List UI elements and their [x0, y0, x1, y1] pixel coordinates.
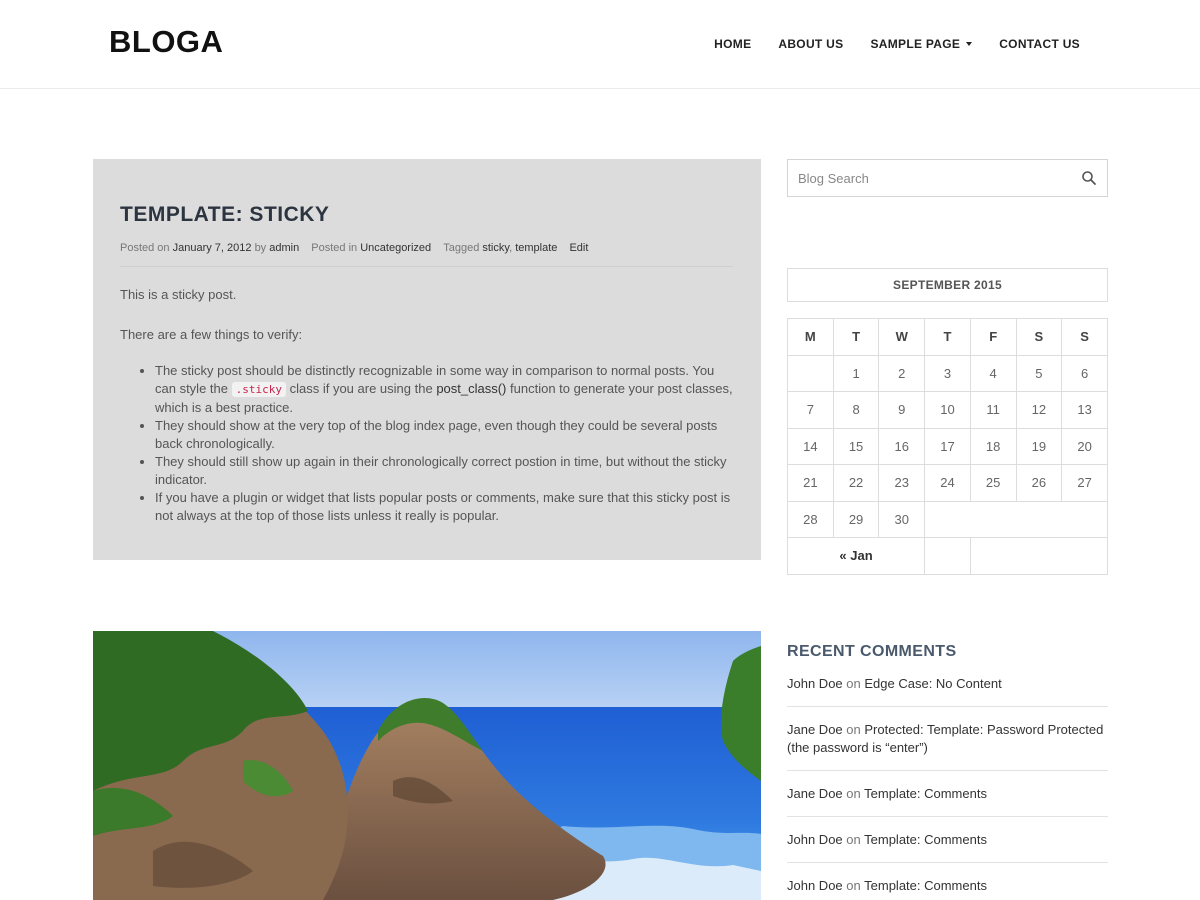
weekday-header: S	[1062, 319, 1108, 356]
post-author-link[interactable]: admin	[269, 242, 300, 254]
nav-about-us[interactable]	[778, 37, 843, 51]
calendar-day: 20	[1062, 428, 1108, 465]
calendar-week-row	[788, 428, 1108, 465]
post-date-link[interactable]: January 7, 2012	[172, 242, 252, 254]
list-item: • They should still show up again in their chronologically correct postion in time, but without the sticky indicator.	[155, 453, 733, 489]
recent-comments-widget	[787, 643, 1108, 900]
nav-contact-us-label: CONTACT US	[999, 37, 1080, 51]
calendar-day-empty	[925, 501, 1108, 538]
calendar-day: 21	[788, 465, 834, 502]
site-header	[0, 0, 1200, 89]
posted-on-label: Posted on	[120, 242, 170, 254]
search-form	[787, 159, 1108, 197]
nav-about-us-label: ABOUT US	[778, 37, 844, 51]
tag-sticky-link[interactable]: sticky	[482, 242, 510, 254]
calendar-day: 24	[925, 465, 971, 502]
search-input[interactable]	[788, 160, 1068, 196]
weekday-header: T	[833, 319, 879, 356]
bullet-text: function to generate your post classes, which is a best practice.	[155, 381, 733, 415]
post-paragraph: There are a few things to verify:	[120, 327, 303, 342]
calendar-day: 9	[879, 392, 925, 429]
nav-sample-page[interactable]	[870, 37, 972, 51]
by-label: by	[254, 242, 267, 254]
comment-post-link[interactable]: Template: Comments	[864, 786, 987, 801]
calendar-prev-link[interactable]: « Jan	[788, 538, 925, 575]
calendar-day: 22	[833, 465, 879, 502]
tag-separator: ,	[509, 242, 513, 254]
calendar-day: 19	[1016, 428, 1062, 465]
calendar-day: 8	[833, 392, 879, 429]
weekday-header: S	[1016, 319, 1062, 356]
weekday-header: T	[925, 319, 971, 356]
calendar-pad	[925, 538, 971, 575]
list-item	[787, 877, 1108, 900]
list-item	[787, 785, 1108, 817]
post-bullet-list	[155, 362, 733, 525]
calendar-day: 4	[970, 355, 1016, 392]
comment-post-link[interactable]: Edge Case: No Content	[864, 676, 1002, 691]
post-meta	[120, 242, 733, 267]
site-title[interactable]: BLOGA	[109, 24, 224, 59]
post-edit-link[interactable]: Edit	[569, 242, 589, 254]
comment-author-link[interactable]: John Doe	[787, 832, 843, 847]
weekday-header: M	[788, 319, 834, 356]
calendar-table	[787, 318, 1108, 575]
list-item: • If you have a plugin or widget that lists popular posts or comments, make sure that this sticky post is not always at the top of those lists unless it really is popular.	[155, 489, 733, 525]
weekday-header: F	[970, 319, 1016, 356]
calendar-week-row	[788, 355, 1108, 392]
list-item: • They should show at the very top of the blog index page, even though they could be several posts back chronologically.	[155, 417, 733, 453]
nav-sample-page-label: SAMPLE PAGE	[870, 37, 961, 51]
list-item	[155, 362, 733, 417]
calendar-next-empty	[970, 538, 1107, 575]
calendar-day: 28	[788, 501, 834, 538]
calendar-week-row	[788, 465, 1108, 502]
inline-code: .sticky	[232, 382, 286, 397]
recent-comments-title: RECENT COMMENTS	[787, 643, 957, 660]
sticky-post	[93, 159, 761, 560]
calendar-day: 23	[879, 465, 925, 502]
calendar-day: 5	[1016, 355, 1062, 392]
on-label: on	[846, 832, 861, 847]
list-item	[787, 831, 1108, 863]
chevron-down-icon	[966, 42, 972, 46]
calendar-day: 1	[833, 355, 879, 392]
on-label: on	[846, 786, 861, 801]
calendar-day: 26	[1016, 465, 1062, 502]
bullet-text: class if you are using the	[289, 381, 433, 396]
calendar-day: 10	[925, 392, 971, 429]
coastal-rocks-image	[93, 631, 761, 900]
on-label: on	[846, 676, 861, 691]
nav-home-label: HOME	[714, 37, 752, 51]
calendar-day: 3	[925, 355, 971, 392]
comment-author-link[interactable]: John Doe	[787, 878, 843, 893]
calendar-day: 29	[833, 501, 879, 538]
posted-in-label: Posted in	[311, 242, 358, 254]
calendar-day: 7	[788, 392, 834, 429]
calendar-day: 2	[879, 355, 925, 392]
calendar-day: 18	[970, 428, 1016, 465]
comment-post-link[interactable]: Template: Comments	[864, 878, 987, 893]
list-item	[787, 721, 1108, 771]
comment-author-link[interactable]: John Doe	[787, 676, 843, 691]
calendar-week-row	[788, 501, 1108, 538]
post-title[interactable]: TEMPLATE: STICKY	[120, 203, 330, 226]
weekday-header: W	[879, 319, 925, 356]
search-icon[interactable]	[1081, 170, 1097, 186]
calendar-day: 25	[970, 465, 1016, 502]
nav-home[interactable]	[714, 37, 751, 51]
calendar-nav-row	[788, 538, 1108, 575]
calendar-day: 15	[833, 428, 879, 465]
calendar-week-row	[788, 392, 1108, 429]
calendar-day: 30	[879, 501, 925, 538]
post-category-link[interactable]: Uncategorized	[360, 242, 432, 254]
list-item	[787, 675, 1108, 707]
calendar-day: 17	[925, 428, 971, 465]
calendar-day-empty	[788, 355, 834, 392]
on-label: on	[846, 878, 861, 893]
calendar-weekday-row	[788, 319, 1108, 356]
calendar-day: 6	[1062, 355, 1108, 392]
calendar-day: 13	[1062, 392, 1108, 429]
calendar-day: 12	[1016, 392, 1062, 429]
calendar-day: 11	[970, 392, 1016, 429]
calendar-day: 27	[1062, 465, 1108, 502]
post-paragraph: This is a sticky post.	[120, 287, 237, 302]
tag-template-link[interactable]: template	[515, 242, 558, 254]
tagged-label: Tagged	[443, 242, 480, 254]
function-name: post_class()	[436, 381, 507, 396]
comment-author-link[interactable]: Jane Doe	[787, 722, 843, 737]
post-content	[120, 286, 733, 525]
calendar-widget	[787, 268, 1108, 575]
main-nav	[687, 37, 1080, 51]
bullet-text: The sticky post should be distinctly recognizable in some way in comparison to normal posts. You can style the	[155, 363, 715, 396]
calendar-day: 16	[879, 428, 925, 465]
featured-image[interactable]	[93, 631, 761, 900]
calendar-caption: SEPTEMBER 2015	[787, 268, 1108, 302]
on-label: on	[846, 722, 861, 737]
nav-contact-us[interactable]	[999, 37, 1080, 51]
comment-post-link[interactable]: Template: Comments	[864, 832, 987, 847]
comment-post-link[interactable]: Protected: Template: Password Protected (the password is “enter”)	[787, 722, 1104, 755]
comment-author-link[interactable]: Jane Doe	[787, 786, 843, 801]
calendar-day: 14	[788, 428, 834, 465]
